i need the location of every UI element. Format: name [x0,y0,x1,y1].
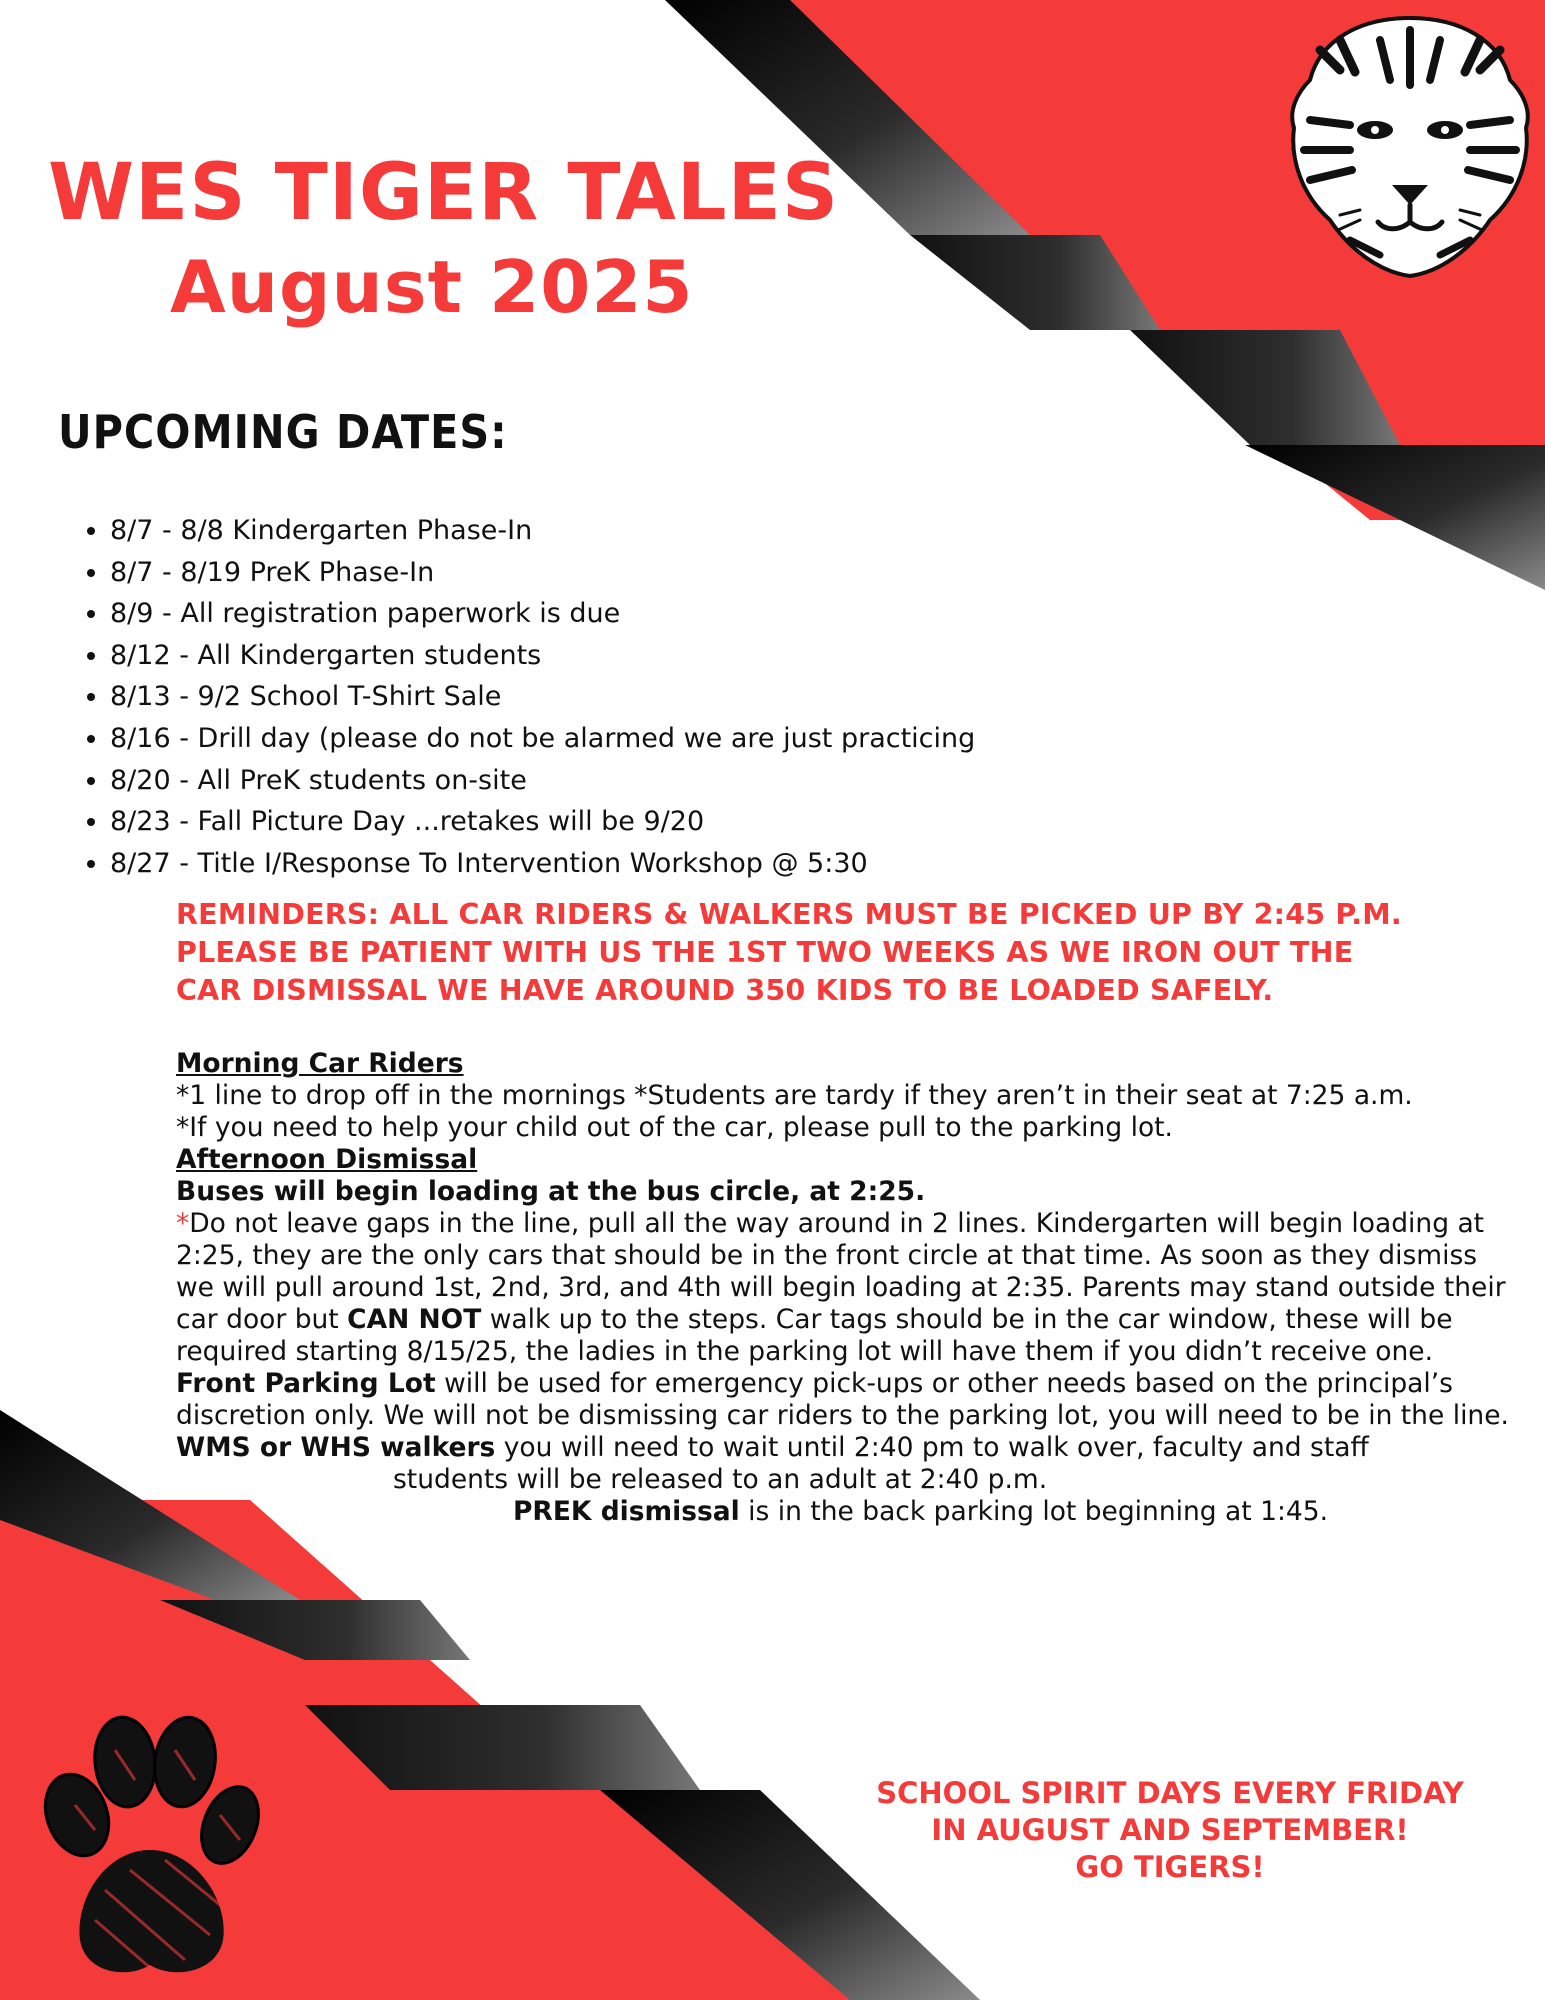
spirit-line: GO TIGERS! [1075,1850,1265,1884]
newsletter-title: WES TIGER TALES [48,148,840,238]
prek-text: is in the back parking lot beginning at 1:45. [739,1496,1329,1527]
reminders-block [176,896,1476,1010]
walkers-text: you will need to wait until 2:40 pm to walk over, faculty and staff [495,1432,1369,1463]
front-lot-paragraph [176,1368,1516,1432]
list-item: • 8/9 - All registration paperwork is due [110,593,975,635]
tiger-head-icon [1280,10,1540,280]
afternoon-text-a: Do not leave gaps in the line, pull all the way around in 2 lines. Kindergarten will begin loading at 2:25, they are the only cars that should be in the front circle at that time. As soon as they dismiss we will pull around 1st, 2nd, 3rd, and 4th will begin loading at 2:35. Parents may stand outside their car door but [176,1208,1506,1335]
list-item: • 8/13 - 9/2 School T-Shirt Sale [110,676,975,718]
list-item: • 8/7 - 8/19 PreK Phase-In [110,552,975,594]
top-ribbon-4 [1245,445,1545,590]
walkers-text-2: students will be released to an adult at 2:40 p.m. [393,1464,1048,1495]
list-item: • 8/12 - All Kindergarten students [110,635,975,677]
morning-line-1: *1 line to drop off in the mornings *Students are tardy if they aren’t in their seat at 7:25 a.m. [176,1080,1413,1111]
afternoon-dismissal-heading: Afternoon Dismissal [176,1144,478,1175]
front-lot-text: will be used for emergency pick-ups or other needs based on the principal’s discretion only. We will not be dismissing car riders to the parking lot, you will need to be in the line. [176,1368,1509,1431]
front-lot-label: Front Parking Lot [176,1368,436,1399]
upcoming-dates-heading: UPCOMING DATES: [58,405,508,459]
list-item: • 8/16 - Drill day (please do not be alarmed we are just practicing [110,718,975,760]
school-spirit-message [820,1775,1520,1886]
prek-paragraph [176,1496,1516,1528]
reminders-line: CAR DISMISSAL WE HAVE AROUND 350 KIDS TO BE LOADED SAFELY. [176,974,1274,1007]
spirit-line: IN AUGUST AND SEPTEMBER! [931,1813,1409,1847]
afternoon-paragraph [176,1208,1516,1368]
morning-car-riders-heading: Morning Car Riders [176,1048,464,1079]
list-item: • 8/20 - All PreK students on-site [110,760,975,802]
walkers-label: WMS or WHS walkers [176,1432,496,1463]
list-item: • 8/7 - 8/8 Kindergarten Phase-In [110,510,975,552]
can-not-emphasis: CAN NOT [347,1304,482,1335]
morning-line-2: *If you need to help your child out of the car, please pull to the parking lot. [176,1112,1173,1143]
newsletter-month: August 2025 [170,245,694,329]
reminders-line: PLEASE BE PATIENT WITH US THE 1ST TWO WEEKS AS WE IRON OUT THE [176,936,1354,969]
list-item: • 8/23 - Fall Picture Day ...retakes will be 9/20 [110,801,975,843]
upcoming-dates-list [80,510,975,884]
list-item: • 8/27 - Title I/Response To Intervention Workshop @ 5:30 [110,843,975,885]
buses-loading-text: Buses will begin loading at the bus circle, at 2:25. [176,1176,926,1207]
prek-label: PREK dismissal [513,1496,740,1527]
spirit-line: SCHOOL SPIRIT DAYS EVERY FRIDAY [876,1776,1464,1810]
walkers-paragraph [176,1432,1516,1464]
paw-print-icon [35,1710,260,1985]
afternoon-text-b: walk up to the steps. Car tags should be in the car window, these will be required starting 8/15/25, the ladies in the parking lot will have them if you didn’t receive one. [176,1304,1453,1367]
reminders-line: REMINDERS: ALL CAR RIDERS & WALKERS MUST BE PICKED UP BY 2:45 P.M. [176,898,1402,931]
dismissal-details [176,1048,1516,1528]
asterisk-mark: * [176,1208,190,1239]
